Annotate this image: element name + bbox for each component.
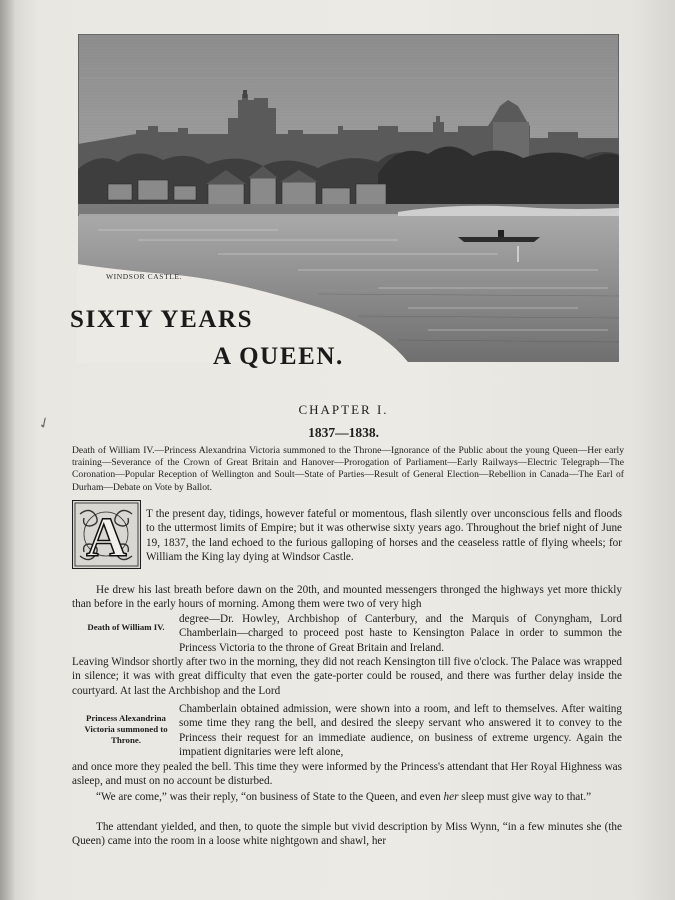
ornamental-dropcap xyxy=(72,500,141,569)
paragraph-2-continued: degree—Dr. Howley, Archbishop of Canterbury, and the Marquis of Conyngham, Lord Chamberlain—charged to proceed post haste to Kensington Palace in order to summon the Princess Victoria to the throne of Great Britain and Ireland. xyxy=(179,613,622,654)
paragraph-2-opening: He drew his last breath before dawn on the 20th, and mounted messengers thronged the highways yet more thickly than before in the early hours of morning. Among them were two of very high xyxy=(72,584,622,611)
margin-note-death-of-william: Death of William IV. xyxy=(87,622,165,632)
dropcap-letter: A xyxy=(86,507,127,569)
paragraph-3 xyxy=(72,790,622,804)
chapter-heading: CHAPTER I. xyxy=(298,402,389,417)
paragraph-3-end: sleep must give way to that.” xyxy=(458,791,592,803)
chapter-years: 1837—1838. xyxy=(308,425,379,440)
pencil-check-mark: ✓ xyxy=(34,412,54,434)
paragraph-4: The attendant yielded, and then, to quote the simple but vivid description by Miss Wynn, “in a few minutes she (the Queen) came into the room in a loose white nightgown and shawl, her xyxy=(72,821,622,848)
paragraph-2-audience: Chamberlain obtained admission, were shown into a room, and left to themselves. After waiting some time they rang the bell, and desired the sleepy servant who answered it to convey to the Princess their request for an immediate audience, on business of extreme urgency. Again the impatient dignitaries were left alone, xyxy=(179,703,622,758)
page-edge-shade xyxy=(635,0,675,900)
margin-note-princess-summoned: Princess Alexandrina Victoria summoned to Throne. xyxy=(84,713,168,745)
paragraph-3-start: “We are come,” was their reply, “on business of State to the Queen, and even xyxy=(96,791,444,803)
image-caption: WINDSOR CASTLE. xyxy=(106,272,183,281)
book-gutter-shadow xyxy=(0,0,14,900)
title-line-2: A QUEEN. xyxy=(213,343,344,370)
paragraph-3-italic: her xyxy=(443,791,459,803)
paragraph-1: T the present day, tidings, however fateful or momentous, flash silently over unconscious fells and floods to the uttermost limits of Empire; but it was otherwise sixty years ago. Throughout the brief night of June 19, 1837, the land echoed to the furious galloping of horses and the ceaseless rattle of flying wheels; for William the King lay dying at Windsor Castle. xyxy=(146,508,622,563)
title-line-1: SIXTY YEARS xyxy=(70,306,254,333)
paragraph-2-closing: and once more they pealed the bell. This time they were informed by the Princess's attendant that Her Royal Highness was asleep, and must on no account be disturbed. xyxy=(72,761,622,788)
paragraph-2-leaving-windsor: Leaving Windsor shortly after two in the morning, they did not reach Kensington till five o'clock. The Palace was wrapped in silence; it was with great difficulty that even the gate-porter could be roused, and there was further delay inside the courtyard. At last the Archbishop and the Lord xyxy=(72,656,622,697)
chapter-summary: Death of William IV.—Princess Alexandrina Victoria summoned to the Throne—Ignorance of the Public about the young Queen—Her early training—Severance of the Crown of Great Britain and Hanover—Prorogation of Parliament—Early Railways—Electric Telegraph—The Coronation—Popular Reception of Wellington and Soult—State of Parties—Result of General Election—Rebellion in Canada—The Earl of Durham—Debate on Vote by Ballot. xyxy=(72,445,624,493)
